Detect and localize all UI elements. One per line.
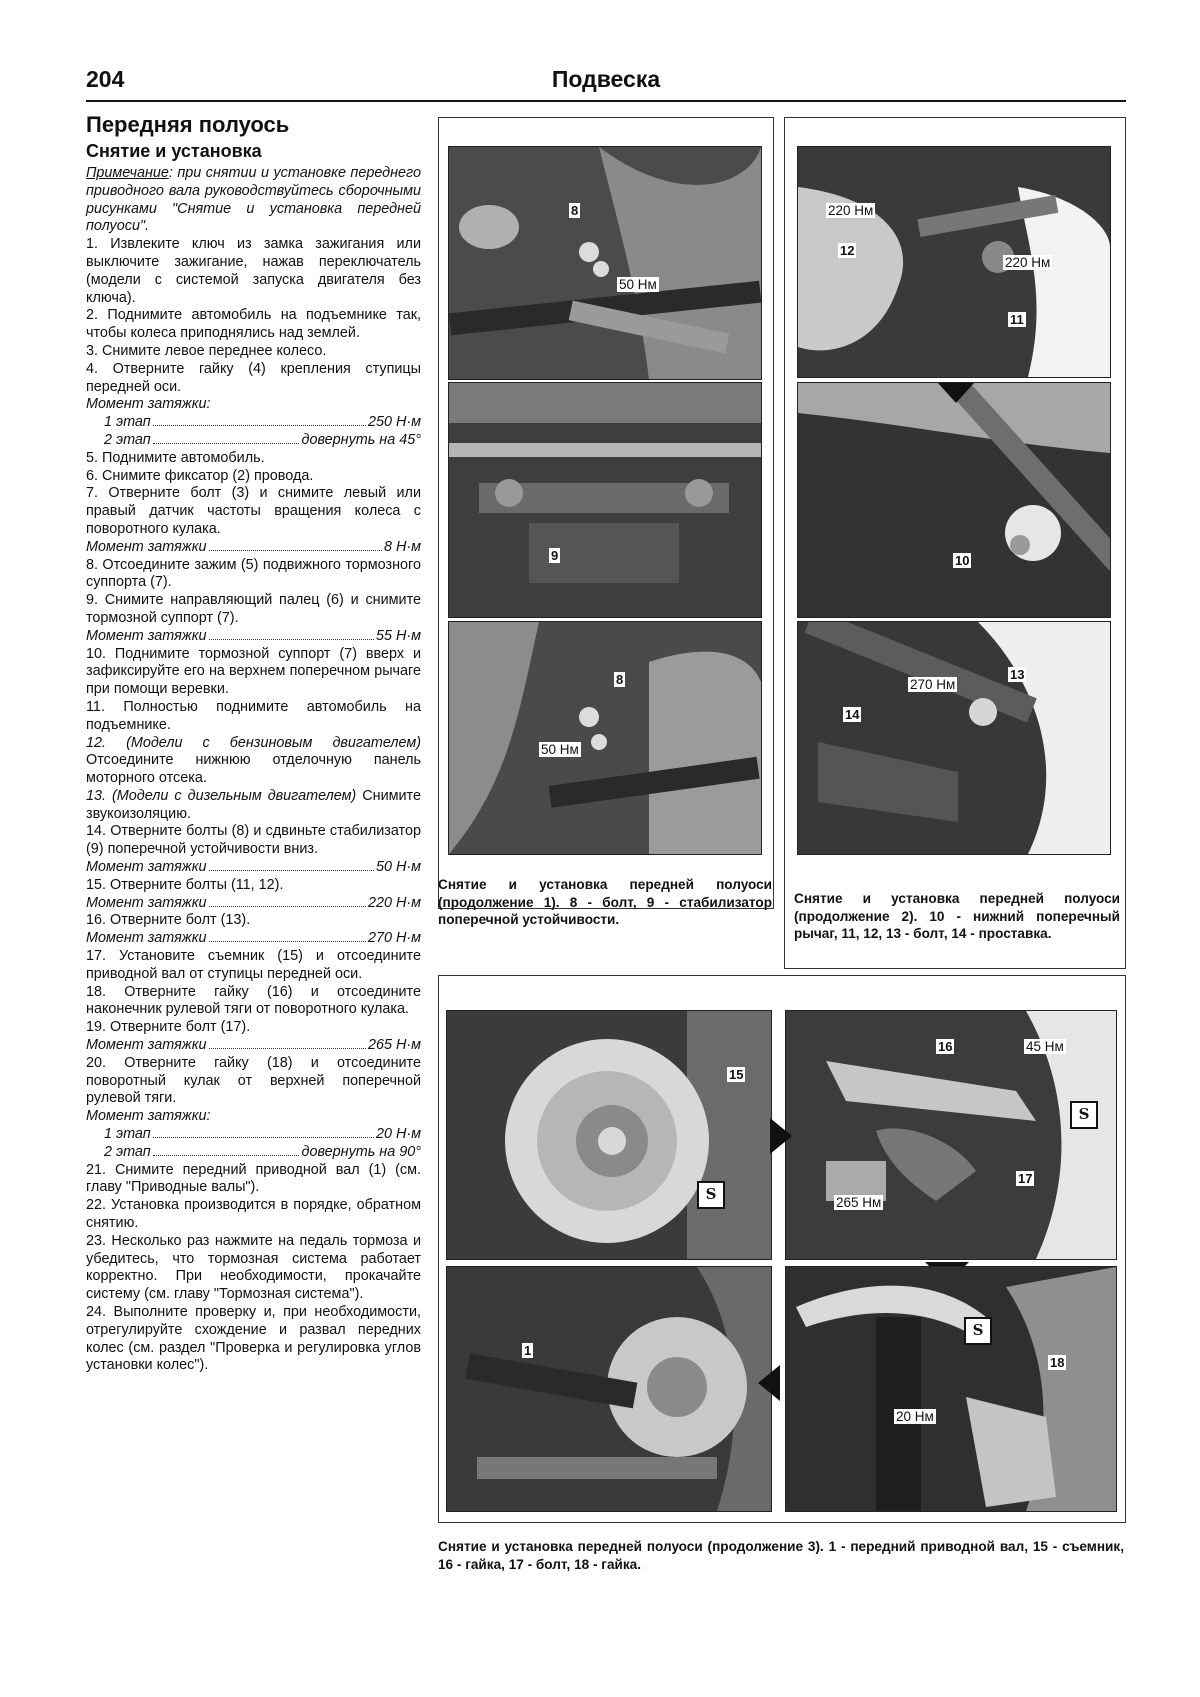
note-text: : при снятии и установке переднего приводного вала руководствуйтесь сборочными рисунками "Снятие и установка передней полуоси". — [86, 165, 421, 235]
dot-leader — [153, 443, 300, 444]
photo-drawing — [447, 1011, 771, 1259]
photo-drawing — [786, 1267, 1116, 1511]
tool-symbol-icon: S — [964, 1317, 992, 1345]
arrow-right-icon — [770, 1118, 792, 1154]
figure-2-photo-c — [797, 621, 1111, 855]
torque-row — [86, 1144, 421, 1162]
torque-value: 250 Н·м — [367, 414, 421, 431]
callout-torque: 50 Нм — [541, 742, 579, 757]
model-note: 12. (Модели с бензиновым двигателем) — [86, 734, 421, 751]
callout-8: 8 — [571, 203, 579, 218]
torque-value: довернуть на 45° — [301, 431, 421, 448]
figure-2-caption: Снятие и установка передней полуоси (продолжение 2). 10 - нижний поперечный рычаг, 11, 12, 13 - болт, 14 - проставка. — [794, 891, 1120, 941]
figure-3-caption: Снятие и установка передней полуоси (продолжение 3). 1 - передний приводной вал, 15 - съемник, 16 - гайка, 17 - болт, 18 - гайка. — [438, 1539, 1124, 1572]
callout-12: 12 — [840, 243, 855, 258]
chapter-title: Подвеска — [551, 66, 661, 92]
step-text: Отсоедините нижнюю отделочную панель моторного отсека. — [86, 752, 421, 787]
step-14: 14. Отверните болты (8) и сдвиньте стабилизатор (9) поперечной устойчивости вниз. — [86, 823, 421, 858]
dot-leader — [209, 1048, 366, 1049]
callout-1: 1 — [524, 1343, 532, 1358]
callout-10: 10 — [955, 553, 970, 568]
step-9: 9. Снимите направляющий палец (6) и снимите тормозной суппорт (7). — [86, 592, 421, 626]
callout-17: 17 — [1018, 1171, 1033, 1186]
dot-leader — [209, 550, 382, 551]
torque-label: 1 этап — [104, 1126, 151, 1143]
pointer-arrow-icon — [938, 383, 974, 403]
torque-value: 220 Н·м — [367, 894, 421, 911]
photo-drawing — [449, 622, 761, 854]
photo-drawing — [798, 622, 1110, 854]
dot-leader — [209, 906, 366, 907]
dot-leader — [209, 941, 366, 942]
step-21: 21. Снимите передний приводной вал (1) (см. главу "Приводные валы"). — [86, 1161, 421, 1196]
torque-value: довернуть на 90° — [301, 1143, 421, 1160]
figure-3-photo-c — [446, 1266, 772, 1512]
figure-1-photo-c — [448, 621, 762, 855]
tool-symbol-icon: S — [1070, 1101, 1098, 1129]
callout-13: 13 — [1010, 667, 1025, 682]
step-22: 22. Установка производится в порядке, обратном снятию. — [86, 1197, 421, 1232]
dot-leader — [209, 639, 374, 640]
torque-value: 20 Н·м — [375, 1126, 421, 1143]
step-24: 24. Выполните проверку и, при необходимости, отрегулируйте схождение и развал передних колес (см. раздел "Проверка и регулировка углов установки колес"). — [86, 1304, 421, 1374]
step-11: 11. Полностью поднимите автомобиль на подъемнике. — [86, 698, 421, 733]
torque-row — [86, 895, 421, 913]
callout-18: 18 — [1050, 1355, 1065, 1370]
callout-torque: 220 Нм — [1005, 255, 1051, 270]
torque-label: Момент затяжки — [86, 859, 207, 876]
torque-heading: Момент затяжки: — [86, 1108, 211, 1125]
note-paragraph — [86, 165, 421, 236]
torque-value: 8 Н·м — [383, 538, 421, 555]
torque-row — [86, 414, 421, 432]
torque-row — [86, 628, 421, 646]
torque-row — [86, 539, 421, 557]
torque-label: Момент затяжки — [86, 930, 207, 947]
figure-3-photo-d — [785, 1266, 1117, 1512]
step-15: 15. Отверните болты (11, 12). — [86, 876, 284, 893]
photo-drawing — [447, 1267, 771, 1511]
step-23: 23. Несколько раз нажмите на педаль тормоза и убедитесь, что тормозная система работает корректно. При необходимости, прокачайте систему (см. главу "Тормозная система"). — [86, 1232, 421, 1303]
torque-label: Момент затяжки — [86, 1037, 207, 1054]
callout-15: 15 — [729, 1067, 744, 1082]
torque-heading: Момент затяжки: — [86, 396, 211, 413]
torque-label: 2 этап — [104, 1143, 151, 1160]
callout-torque: 220 Нм — [828, 203, 874, 218]
dot-leader — [153, 1155, 300, 1156]
tool-symbol-icon: S — [697, 1181, 725, 1209]
torque-value: 265 Н·м — [367, 1037, 421, 1054]
callout-torque: 20 Нм — [896, 1409, 934, 1424]
photo-drawing — [798, 383, 1110, 617]
step-6: 6. Снимите фиксатор (2) провода. — [86, 467, 314, 484]
torque-label: Момент затяжки — [86, 894, 207, 911]
callout-torque: 270 Нм — [910, 677, 956, 692]
step-10: 10. Поднимите тормозной суппорт (7) вверх и зафиксируйте его на верхнем поперечном рычаге при помощи веревки. — [86, 645, 421, 698]
torque-row — [86, 859, 421, 877]
step-12 — [86, 735, 421, 788]
callout-torque: 265 Нм — [836, 1195, 882, 1210]
figure-3-photo-b — [785, 1010, 1117, 1260]
figure-1-caption: Снятие и установка передней полуоси (продолжение 1). 8 - болт, 9 - стабилизатор поперечной устойчивости. — [438, 877, 772, 927]
torque-label: 1 этап — [104, 414, 151, 431]
callout-torque: 45 Нм — [1026, 1039, 1064, 1054]
torque-label: 2 этап — [104, 431, 151, 448]
step-16: 16. Отверните болт (13). — [86, 912, 251, 929]
torque-row — [86, 1126, 421, 1144]
figure-2-photo-b — [797, 382, 1111, 618]
arrow-left-icon — [758, 1365, 780, 1401]
figure-2-photo-a — [797, 146, 1111, 378]
figure-1-photo-a — [448, 146, 762, 380]
step-8: 8. Отсоедините зажим (5) подвижного тормозного суппорта (7). — [86, 556, 421, 591]
torque-row — [86, 1037, 421, 1055]
photo-drawing — [449, 147, 761, 379]
note-label: Примечание — [86, 165, 169, 181]
dot-leader — [153, 1137, 374, 1138]
torque-row — [86, 930, 421, 948]
section-subtitle: Снятие и установка — [86, 141, 262, 161]
step-17: 17. Установите съемник (15) и отсоедините приводной вал от ступицы передней оси. — [86, 948, 421, 982]
photo-drawing — [449, 383, 761, 617]
figure-3-photo-a — [446, 1010, 772, 1260]
figure-1-photo-b — [448, 382, 762, 618]
step-text: Снимите звукоизоляцию. — [86, 787, 421, 822]
step-20: 20. Отверните гайку (18) и отсоедините поворотный кулак от верхней поперечной рулевой тяги. — [86, 1054, 421, 1107]
step-5: 5. Поднимите автомобиль. — [86, 449, 265, 466]
page-header — [86, 64, 1126, 102]
callout-9: 9 — [551, 548, 559, 563]
torque-value: 270 Н·м — [367, 930, 421, 947]
dot-leader — [209, 870, 374, 871]
callout-16: 16 — [938, 1039, 953, 1054]
step-1: 1. Извлеките ключ из замка зажигания или выключите зажигание, нажав переключатель (модели с системой запуска двигателя без ключа). — [86, 236, 421, 306]
step-18: 18. Отверните гайку (16) и отсоедините наконечник рулевой тяги от поворотного кулака. — [86, 983, 421, 1018]
dot-leader — [153, 425, 366, 426]
photo-drawing — [798, 147, 1110, 377]
step-19: 19. Отверните болт (17). — [86, 1019, 251, 1036]
callout-8: 8 — [616, 672, 624, 687]
model-note: 13. (Модели с дизельным двигателем) — [86, 787, 357, 804]
torque-label: Момент затяжки — [86, 627, 207, 644]
callout-14: 14 — [845, 707, 860, 722]
step-3: 3. Снимите левое переднее колесо. — [86, 342, 327, 359]
callout-torque: 50 Нм — [619, 277, 657, 292]
step-13 — [86, 788, 421, 824]
instructions-column — [86, 112, 421, 1375]
callout-11: 11 — [1010, 312, 1024, 327]
page-number: 204 — [86, 66, 125, 92]
torque-value: 55 Н·м — [375, 627, 421, 644]
section-title: Передняя полуось — [86, 112, 290, 137]
step-4: 4. Отверните гайку (4) крепления ступицы передней оси. — [86, 360, 421, 395]
torque-label: Момент затяжки — [86, 538, 207, 555]
step-2: 2. Поднимите автомобиль на подъемнике так, чтобы колеса приподнялись над землей. — [86, 307, 421, 342]
torque-value: 50 Н·м — [375, 859, 421, 876]
torque-row — [86, 432, 421, 450]
step-7: 7. Отверните болт (3) и снимите левый или правый датчик частоты вращения колеса с поворотного кулака. — [86, 485, 421, 537]
